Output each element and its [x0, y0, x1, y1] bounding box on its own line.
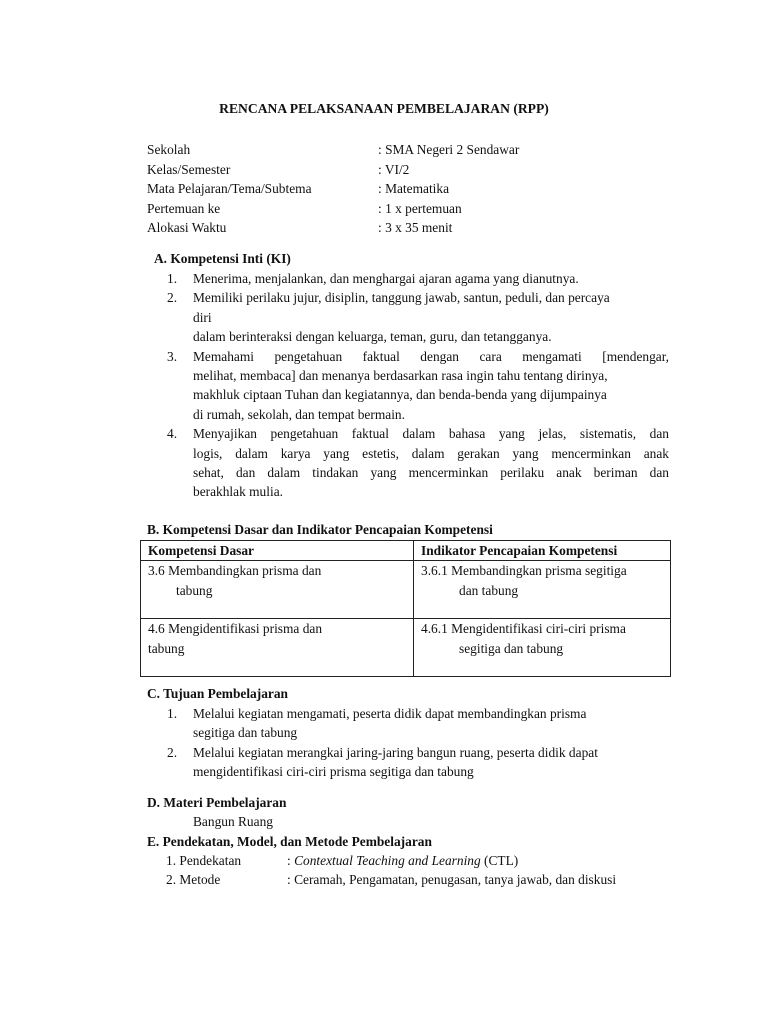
- section-b-heading: B. Kompetensi Dasar dan Indikator Pencapaian Kompetensi: [147, 522, 493, 537]
- info-label: Sekolah: [147, 142, 191, 157]
- section-c-heading: C. Tujuan Pembelajaran: [147, 686, 288, 701]
- cell-line: 4.6 Mengidentifikasi prisma dan: [148, 621, 323, 637]
- material-text: Bangun Ruang: [193, 814, 273, 829]
- list-number: 3.: [167, 348, 178, 364]
- section-a-heading: A. Kompetensi Inti (KI): [154, 251, 291, 266]
- cell-line: tabung: [176, 582, 213, 598]
- list-text: [193, 288, 669, 346]
- table-row: [141, 561, 671, 619]
- list-line: berakhlak mulia.: [193, 484, 283, 500]
- list-number: 4.: [167, 426, 178, 442]
- cell-line: 3.6 Membandingkan prisma dan: [148, 563, 322, 579]
- methods-block: [154, 851, 674, 890]
- info-row: [147, 218, 667, 238]
- info-label: Pertemuan ke: [147, 200, 221, 216]
- method-prefix: :: [287, 853, 295, 868]
- list-line: logis, dalam karya yang estetis, dalam gerakan yang mencerminkan anak: [193, 445, 669, 461]
- ki-list: [167, 269, 669, 502]
- list-item: [167, 424, 669, 502]
- method-row: [154, 851, 674, 870]
- list-line: Melalui kegiatan mengamati, peserta didik dapat membandingkan prisma: [193, 706, 587, 721]
- column-header: Indikator Pencapaian Kompetensi: [414, 541, 671, 561]
- objectives-list: [167, 704, 669, 782]
- info-row: [147, 160, 667, 180]
- list-text: [193, 743, 669, 782]
- list-line: makhluk ciptaan Tuhan dan kegiatannya, dan benda-benda yang dijumpainya: [193, 387, 607, 403]
- info-block: [147, 140, 667, 238]
- table-cell: [141, 561, 414, 619]
- list-number: 2.: [167, 744, 178, 760]
- section-e-heading: E. Pendekatan, Model, dan Metode Pembelajaran: [147, 834, 432, 849]
- list-item: [167, 704, 669, 743]
- list-line: Melalui kegiatan merangkai jaring-jaring bangun ruang, peserta didik dapat: [193, 744, 598, 760]
- list-item: [167, 347, 669, 425]
- table-cell: [414, 561, 671, 619]
- info-label: Alokasi Waktu: [147, 220, 227, 235]
- list-number: 2.: [167, 290, 178, 306]
- competency-table: [140, 540, 671, 677]
- list-item: [167, 269, 669, 288]
- document-title: RENCANA PELAKSANAAN PEMBELAJARAN (RPP): [219, 101, 549, 116]
- method-italic: Contextual Teaching and Learning: [294, 853, 481, 868]
- method-label: 2. Metode: [166, 872, 221, 888]
- list-line: dalam berinteraksi dengan keluarga, teman, guru, dan tetangganya.: [193, 329, 552, 345]
- cell-line: 4.6.1 Mengidentifikasi ciri-ciri prisma: [421, 621, 626, 637]
- list-line: di rumah, sekolah, dan tempat bermain.: [193, 406, 405, 422]
- info-value: : 1 x pertemuan: [378, 200, 462, 216]
- list-line: Memahami pengetahuan faktual dengan cara mengamati [mendengar,: [193, 348, 669, 364]
- method-value: : Ceramah, Pengamatan, penugasan, tanya jawab, dan diskusi: [287, 872, 617, 888]
- table-header-row: [141, 541, 671, 561]
- list-line: diri: [193, 309, 212, 325]
- column-header: Kompetensi Dasar: [141, 541, 414, 561]
- list-number: 1.: [167, 706, 178, 721]
- list-item: [167, 743, 669, 782]
- info-row: [147, 199, 667, 219]
- cell-line: segitiga dan tabung: [459, 640, 564, 656]
- list-text: [193, 424, 669, 502]
- list-line: melihat, membaca] dan menanya berdasarkan rasa ingin tahu tentang dirinya,: [193, 368, 608, 384]
- section-d-heading: D. Materi Pembelajaran: [147, 795, 287, 810]
- table-row: [141, 619, 671, 677]
- cell-line: 3.6.1 Membandingkan prisma segitiga: [421, 563, 627, 579]
- table-cell: [141, 619, 414, 677]
- method-suffix: (CTL): [480, 853, 519, 868]
- cell-line: dan tabung: [459, 582, 519, 598]
- info-row: [147, 140, 667, 160]
- list-text: [193, 269, 669, 288]
- list-item: [167, 288, 669, 346]
- info-value: : SMA Negeri 2 Sendawar: [378, 142, 520, 157]
- info-value: : Matematika: [378, 181, 450, 196]
- info-row: [147, 179, 667, 199]
- info-label: Mata Pelajaran/Tema/Subtema: [147, 181, 312, 196]
- list-line: Menyajikan pengetahuan faktual dalam bahasa yang jelas, sistematis, dan: [193, 426, 669, 442]
- info-label: Kelas/Semester: [147, 161, 231, 177]
- list-text: [193, 704, 669, 743]
- list-number: 1.: [167, 271, 178, 286]
- list-line: Memiliki perilaku jujur, disiplin, tanggung jawab, santun, peduli, dan percaya: [193, 290, 610, 306]
- table-cell: [414, 619, 671, 677]
- list-line: Menerima, menjalankan, dan menghargai ajaran agama yang dianutnya.: [193, 271, 579, 286]
- list-line: sehat, dan dalam tindakan yang mencerminkan perilaku anak beriman dan: [193, 465, 669, 481]
- method-label: 1. Pendekatan: [166, 853, 242, 868]
- method-value: [287, 851, 518, 870]
- list-text: [193, 347, 669, 425]
- cell-line: tabung: [148, 640, 185, 656]
- info-value: : VI/2: [378, 161, 410, 177]
- list-line: mengidentifikasi ciri-ciri prisma segitiga dan tabung: [193, 764, 474, 780]
- list-line: segitiga dan tabung: [193, 725, 298, 741]
- method-row: [154, 870, 674, 889]
- info-value: : 3 x 35 menit: [378, 220, 453, 235]
